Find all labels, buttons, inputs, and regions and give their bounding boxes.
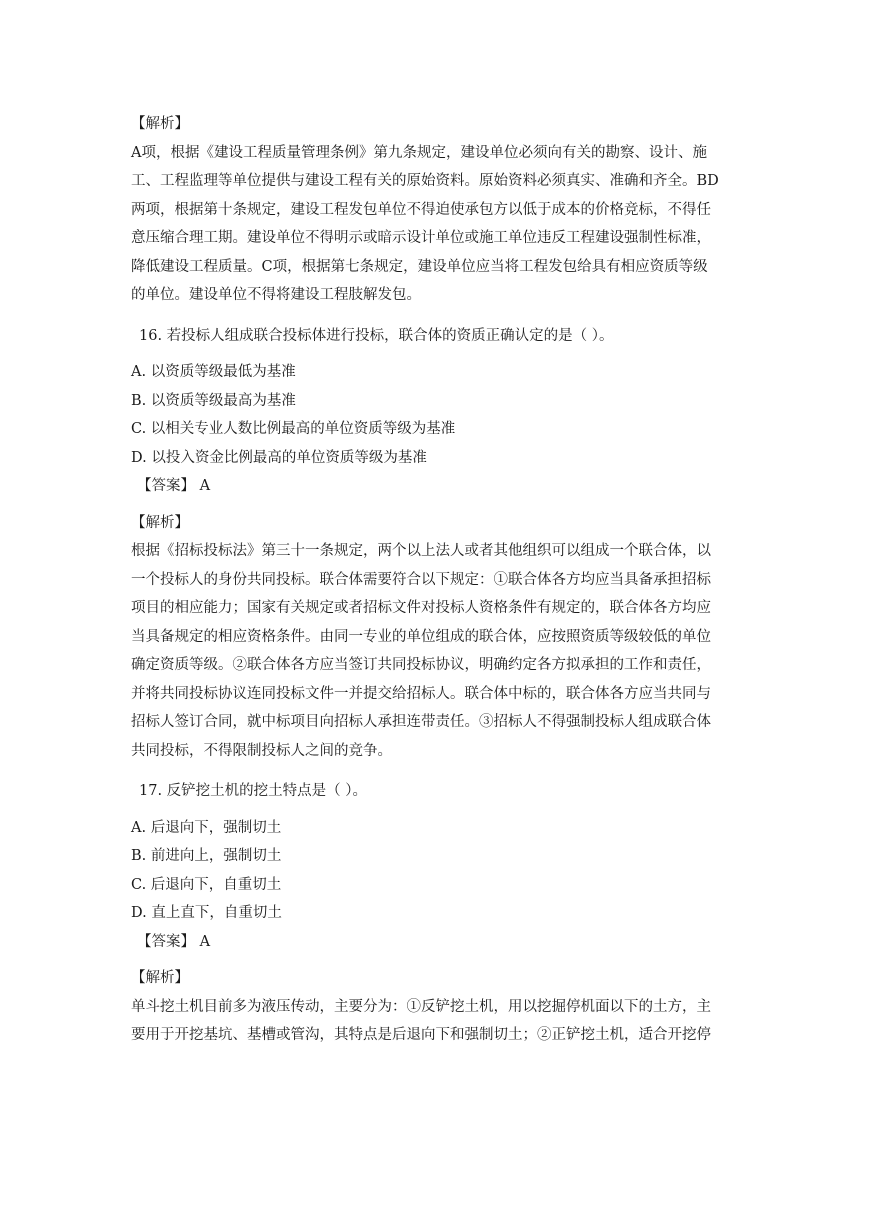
question-stem: 17. 反铲挖土机的挖土特点是（ ）。	[139, 783, 368, 799]
option-b: B. 以资质等级最高为基准	[131, 392, 296, 409]
answer-line: 【答案】 A	[137, 478, 211, 494]
analysis-line: 招标人签订合同，就中标项目向招标人承担连带责任。③招标人不得强制投标人组成联合体	[131, 714, 711, 730]
analysis-block-17	[131, 964, 743, 1050]
analysis-line: 当具备规定的相应资格条件。由同一专业的单位组成的联合体，应按照资质等级较低的单位	[131, 628, 711, 645]
option-a: A. 后退向下，强制切土	[131, 819, 282, 836]
option-c: C. 后退向下，自重切土	[131, 876, 282, 893]
question-block-17	[131, 777, 743, 956]
analysis-line: 降低建设工程质量。C项，根据第七条规定，建设单位应当将工程发包给具有相应资质等级	[131, 258, 708, 275]
option-a: A. 以资质等级最低为基准	[131, 364, 296, 380]
analysis-line: 意压缩合理工期。建设单位不得明示或暗示设计单位或施工单位违反工程建设强制性标准，	[131, 230, 711, 246]
option-d: D. 直上直下，自重切土	[131, 905, 282, 921]
option-b: B. 前进向上，强制切土	[131, 848, 282, 864]
analysis-heading: 【解析】	[131, 116, 189, 132]
analysis-line: 单斗挖土机目前多为液压传动，主要分为：①反铲挖土机，用以挖掘停机面以下的土方，主	[131, 998, 711, 1015]
question-block-16	[131, 322, 743, 501]
analysis-block-16	[131, 509, 743, 766]
document-content	[131, 110, 743, 1050]
analysis-line: 确定资质等级。②联合体各方应当签订共同投标协议，明确约定各方拟承担的工作和责任，	[131, 657, 711, 673]
analysis-line: 并将共同投标协议连同投标文件一并提交给招标人。联合体中标的，联合体各方应当共同与	[131, 685, 711, 702]
question-stem: 16. 若投标人组成联合投标体进行投标，联合体的资质正确认定的是（ ）。	[139, 327, 614, 344]
analysis-line: 共同投标，不得限制投标人之间的竞争。	[131, 742, 392, 759]
option-c: C. 以相关专业人数比例最高的单位资质等级为基准	[131, 421, 456, 437]
option-d: D. 以投入资金比例最高的单位资质等级为基准	[131, 449, 427, 466]
analysis-line: 一个投标人的身份共同投标。联合体需要符合以下规定：①联合体各方均应当具备承担招标	[131, 571, 711, 588]
analysis-line: 两项，根据第十条规定，建设工程发包单位不得迫使承包方以低于成本的价格竞标，不得任	[131, 201, 711, 218]
analysis-line: 工、工程监理等单位提供与建设工程有关的原始资料。原始资料必须真实、准确和齐全。BD	[131, 173, 719, 189]
analysis-line: A项，根据《建设工程质量管理条例》第九条规定，建设单位必须向有关的勘察、设计、施	[131, 144, 707, 161]
analysis-heading: 【解析】	[131, 514, 189, 531]
analysis-line: 项目的相应能力；国家有关规定或者招标文件对投标人资格条件有规定的，联合体各方均应	[131, 600, 711, 616]
analysis-line: 的单位。建设单位不得将建设工程肢解发包。	[131, 287, 421, 303]
analysis-block-15	[131, 110, 743, 310]
analysis-line: 根据《招标投标法》第三十一条规定，两个以上法人或者其他组织可以组成一个联合体，以	[131, 543, 711, 559]
analysis-line: 要用于开挖基坑、基槽或管沟，其特点是后退向下和强制切土；②正铲挖土机，适合开挖停	[131, 1027, 711, 1043]
answer-line: 【答案】 A	[137, 933, 211, 950]
analysis-heading: 【解析】	[131, 970, 189, 986]
